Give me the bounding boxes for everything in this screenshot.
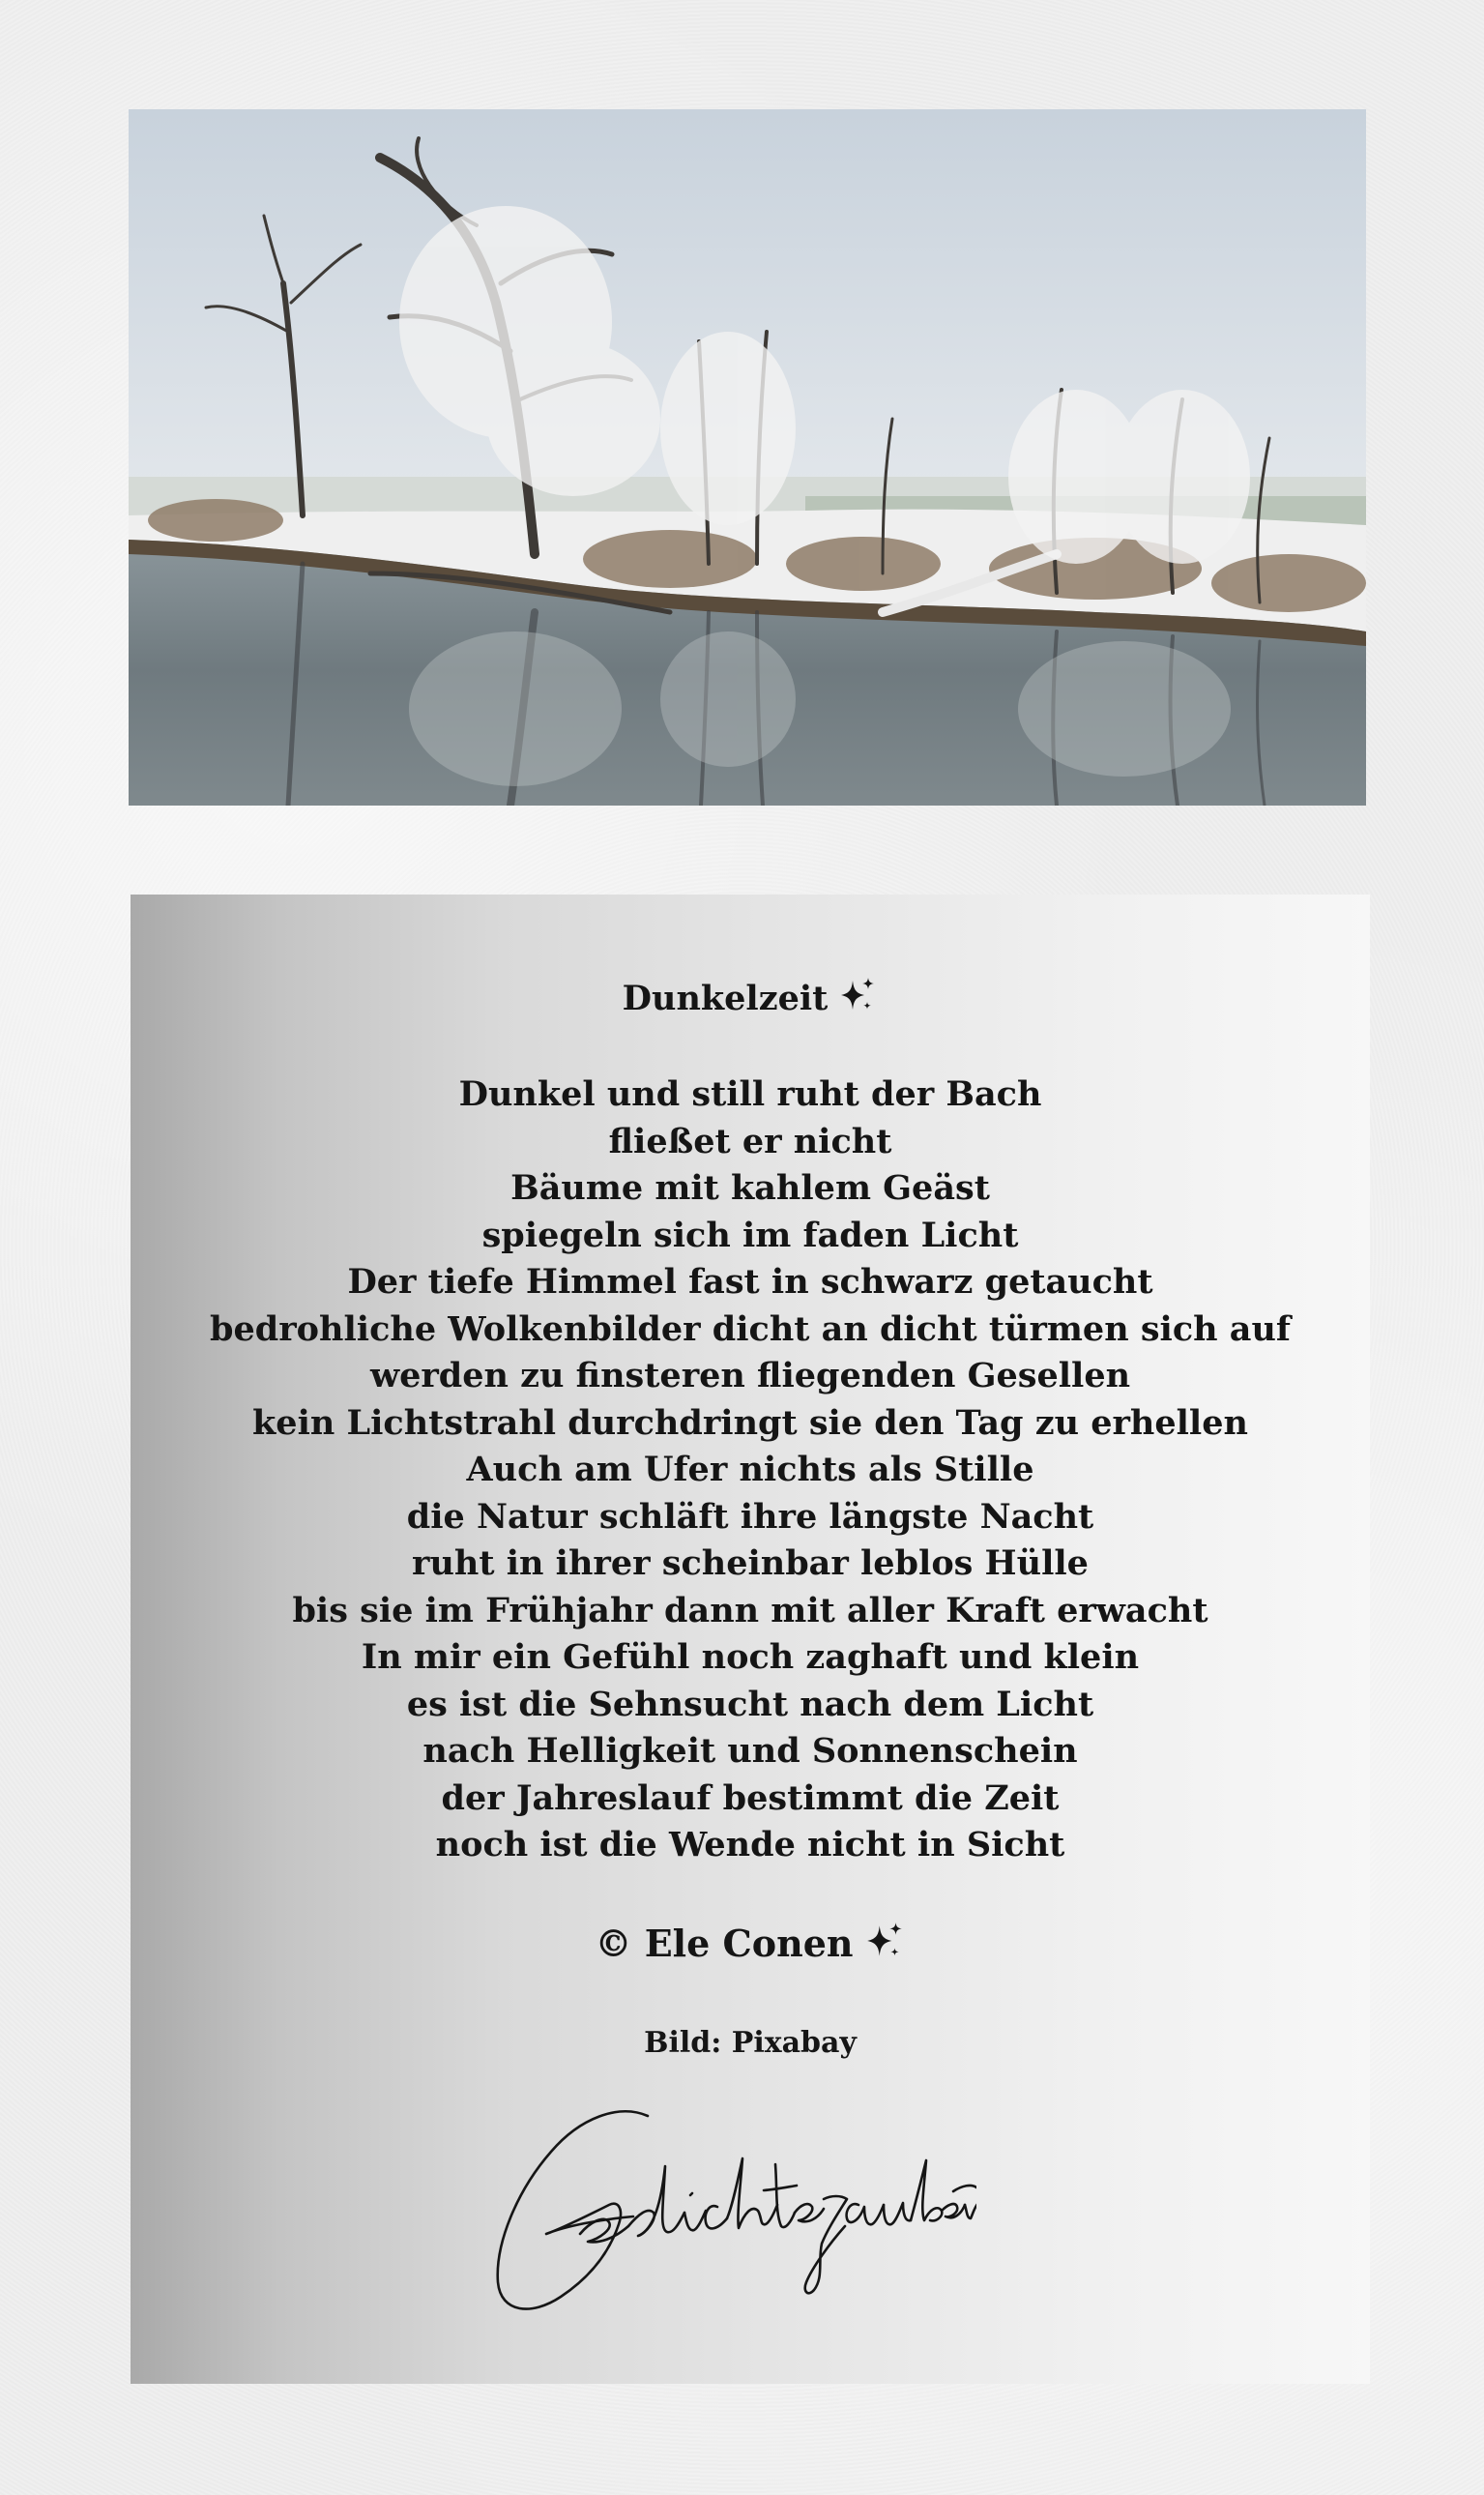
poem-line: bis sie im Frühjahr dann mit aller Kraft erwacht — [292, 1590, 1208, 1630]
poem-line: Dunkel und still ruht der Bach — [458, 1074, 1042, 1114]
poem-line: In mir ein Gefühl noch zaghaft und klein — [361, 1637, 1140, 1677]
poem-line: noch ist die Wende nicht in Sicht — [435, 1825, 1065, 1864]
poem-body — [131, 1071, 1370, 1869]
signature-logo — [474, 2099, 976, 2321]
poem-line: der Jahreslauf bestimmt die Zeit — [441, 1777, 1060, 1818]
poem-line: Der tiefe Himmel fast in schwarz getaucht — [347, 1262, 1153, 1302]
poem-card — [131, 895, 1370, 2384]
poem-line: nach Helligkeit und Sonnenschein — [422, 1731, 1078, 1771]
poem-line: ruht in ihrer scheinbar leblos Hülle — [412, 1543, 1089, 1583]
poem-line: die Natur schläft ihre längste Nacht — [406, 1496, 1094, 1537]
poem-line: Bäume mit kahlem Geäst — [510, 1168, 990, 1208]
winter-landscape-photo — [129, 109, 1366, 806]
poem-title-text: Dunkelzeit — [622, 979, 829, 1018]
poem-title — [131, 975, 1370, 1029]
poem-line: kein Lichtstrahl durchdringt sie den Tag zu erhellen — [252, 1402, 1248, 1443]
image-credit: Bild: Pixabay — [644, 2026, 857, 2060]
poem-line: fließet er nicht — [608, 1121, 892, 1161]
copyright — [131, 1918, 1370, 1976]
poem-line: werden zu finsteren fliegenden Gesellen — [369, 1356, 1131, 1395]
copyright-text: © Ele Conen — [595, 1922, 854, 1965]
poem-line: es ist die Sehnsucht nach dem Licht — [406, 1684, 1094, 1724]
sparkle-icon — [837, 975, 878, 1029]
poem-line: spiegeln sich im faden Licht — [481, 1215, 1019, 1255]
poem-line: Auch am Ufer nichts als Stille — [466, 1450, 1034, 1489]
poem-line: bedrohliche Wolkenbilder dicht an dicht türmen sich auf — [210, 1308, 1291, 1349]
sparkle-icon — [863, 1920, 906, 1976]
